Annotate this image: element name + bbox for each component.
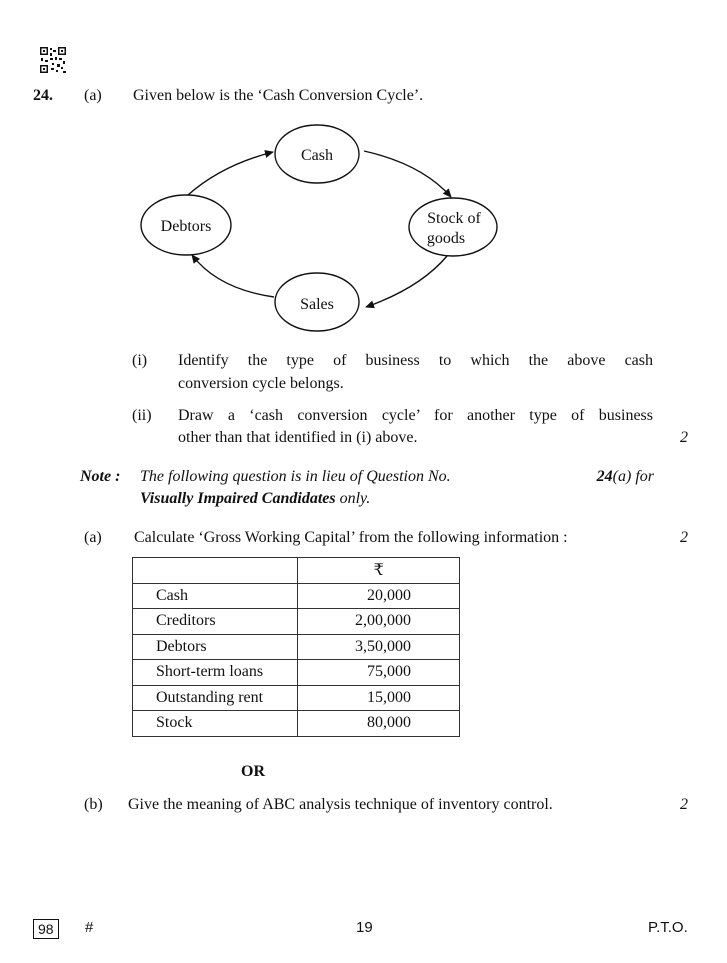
arrow-sales-to-debtors bbox=[192, 255, 274, 297]
table-item: Creditors bbox=[133, 609, 298, 635]
table-amount: 20,000 bbox=[298, 583, 460, 609]
note-text: The following question is in lieu of Question No. bbox=[140, 468, 451, 485]
part-b-text: Give the meaning of ABC analysis technique of inventory control. bbox=[128, 796, 553, 813]
sub-ii-label: (ii) bbox=[132, 407, 152, 424]
part-b-marks: 2 bbox=[680, 796, 688, 813]
arrow-debtors-to-cash bbox=[188, 152, 273, 195]
table-amount: 3,50,000 bbox=[298, 634, 460, 660]
table-row bbox=[133, 583, 460, 609]
sub-i-label: (i) bbox=[132, 352, 148, 369]
table-row bbox=[133, 660, 460, 686]
table-item: Stock bbox=[133, 711, 298, 737]
sub-i-line1: Identify the type of business to which the above cash bbox=[178, 352, 653, 369]
part-a-marks: 2 bbox=[680, 429, 688, 446]
table-header-row bbox=[133, 558, 460, 584]
pto-label: P.T.O. bbox=[648, 919, 688, 936]
paper-code-box: 98 bbox=[33, 919, 59, 939]
note-question-ref-group bbox=[597, 467, 654, 486]
table-item: Short-term loans bbox=[133, 660, 298, 686]
table-amount: 15,000 bbox=[298, 685, 460, 711]
qr-code bbox=[39, 46, 67, 74]
table-amount: 80,000 bbox=[298, 711, 460, 737]
note-line2 bbox=[140, 489, 370, 508]
arrow-stock-to-sales bbox=[366, 256, 447, 307]
table-row bbox=[133, 634, 460, 660]
part-b-label: (b) bbox=[84, 796, 103, 813]
page-number: 19 bbox=[356, 919, 373, 936]
cash-label: Cash bbox=[301, 147, 333, 164]
table-header-currency: ₹ bbox=[298, 558, 460, 584]
table-item: Cash bbox=[133, 583, 298, 609]
part-a-intro: Given below is the ‘Cash Conversion Cycle’. bbox=[133, 87, 424, 104]
stock-label-line2: goods bbox=[426, 230, 466, 247]
table-row bbox=[133, 609, 460, 635]
table-item: Debtors bbox=[133, 634, 298, 660]
arrow-cash-to-stock bbox=[364, 151, 451, 197]
note-line1 bbox=[140, 467, 654, 486]
sub-ii-line1: Draw a ‘cash conversion cycle’ for another type of business bbox=[178, 407, 653, 424]
note-only: only. bbox=[339, 490, 371, 507]
note-question-ref-suffix: (a) for bbox=[612, 468, 654, 485]
table-amount: 75,000 bbox=[298, 660, 460, 686]
debtors-label: Debtors bbox=[160, 218, 212, 235]
footer-hash: # bbox=[85, 919, 94, 936]
working-capital-table bbox=[132, 557, 460, 737]
note-vi-candidates: Visually Impaired Candidates bbox=[140, 490, 336, 507]
part-a-label: (a) bbox=[84, 87, 102, 104]
or-separator: OR bbox=[241, 763, 265, 780]
note-question-ref: 24 bbox=[596, 468, 613, 485]
stock-node bbox=[409, 198, 497, 256]
cash-conversion-cycle-diagram bbox=[130, 120, 510, 335]
table-header-blank bbox=[133, 558, 298, 584]
table-item: Outstanding rent bbox=[133, 685, 298, 711]
table-row bbox=[133, 711, 460, 737]
sales-label: Sales bbox=[300, 296, 334, 313]
vi-part-a-marks: 2 bbox=[680, 529, 688, 546]
vi-part-a-label: (a) bbox=[84, 529, 102, 546]
sub-i-line2: conversion cycle belongs. bbox=[178, 375, 344, 392]
sub-ii-line2: other than that identified in (i) above. bbox=[178, 429, 418, 446]
note-label: Note : bbox=[80, 468, 121, 485]
question-number: 24. bbox=[33, 87, 53, 104]
table-amount: 2,00,000 bbox=[298, 609, 460, 635]
table-row bbox=[133, 685, 460, 711]
stock-label-line1: Stock of bbox=[427, 210, 481, 227]
vi-part-a-text: Calculate ‘Gross Working Capital’ from the following information : bbox=[134, 529, 568, 546]
